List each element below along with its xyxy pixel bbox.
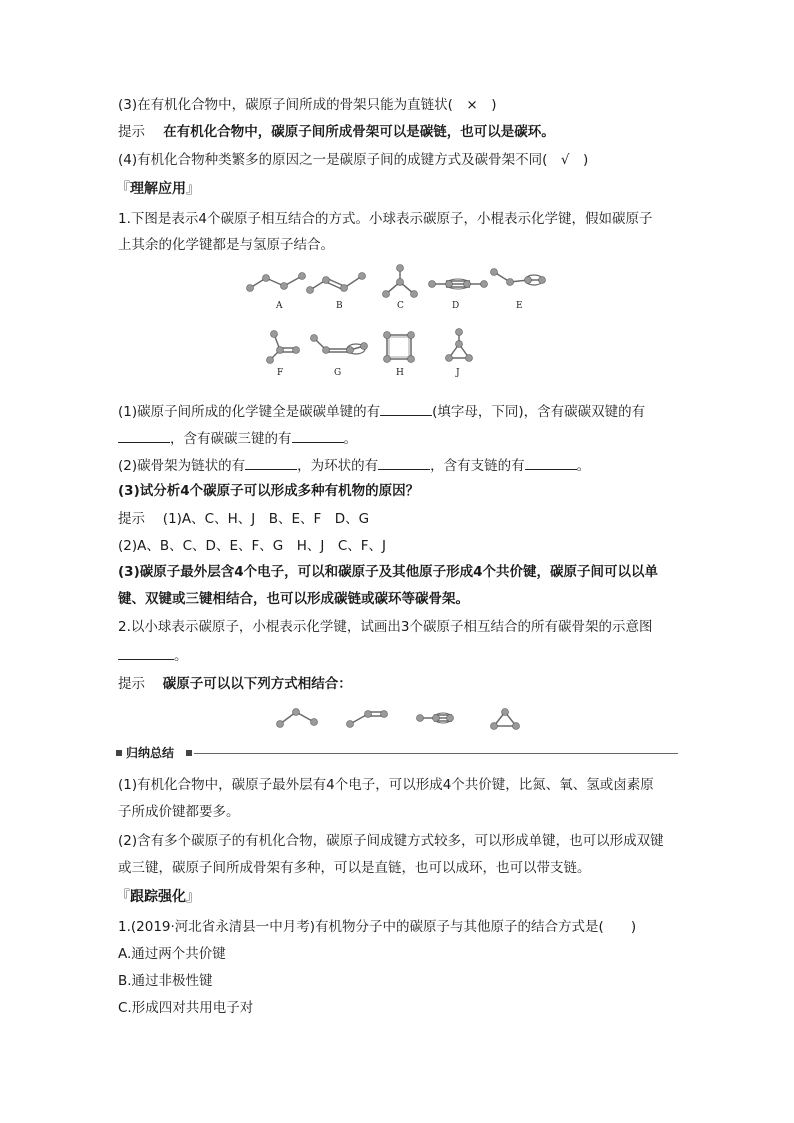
skeleton-ring [490,708,520,730]
tip-label: 提示 [118,676,145,692]
molecule-label: J [456,368,460,378]
summary-p1-line2: 子所成价键都要多。 [118,804,240,820]
molecule-H [382,330,416,364]
molecule-G [310,334,370,360]
statement-4: (4)有机化合物种类繁多的原因之一是碳原子间的成键方式及碳骨架不同( √ ) [118,152,589,168]
molecule-D [428,274,488,294]
molecule-J [444,328,474,364]
section-title-follow: 『跟踪强化』 [116,889,200,905]
q1-sub2: (2)碳骨架为链状的有 ，为环状的有 ，含有支链的有 。 [118,455,590,475]
molecule-label: C [397,301,404,311]
summary-p2-line1: (2)含有多个碳原子的有机化合物，碳原子间成键方式较多，可以形成单键，也可以形成双键 [118,833,664,849]
q1-line2: 上其余的化学键都是与氢原子结合。 [118,237,334,253]
follow-q1: 1.(2019·河北省永清县一中月考)有机物分子中的碳原子与其他原子的结合方式是( ) [118,919,637,935]
tip-label: 提示 [118,124,145,140]
tip-text: 在有机化合物中，碳原子间所成骨架可以是碳链，也可以是碳环。 [163,124,555,140]
answer-blank[interactable] [378,455,430,470]
summary-header [116,745,678,761]
q1-sub1-line1: (1)碳原子间所成的化学键全是碳碳单键的有 (填字母，下同)，含有碳碳双键的有 [118,401,645,421]
q1-sub3: (3)试分析4个碳原子可以形成多种有机物的原因？ [118,483,420,499]
answer-3-line2: 键、双键或三键相结合，也可以形成碳链或碳环等碳骨架。 [118,591,469,607]
answer-1: 提示 (1)A、C、H、J B、E、F D、G [118,511,370,527]
molecule-B [306,268,368,298]
answer-blank[interactable] [525,455,577,470]
molecule-A [246,268,308,298]
q2-line2: 。 [118,645,188,665]
answer-blank[interactable] [118,645,174,660]
square-bullet-icon [116,750,122,756]
tip-label: 提示 [118,511,145,527]
divider [194,753,678,754]
statement-3-tip [118,123,555,141]
molecule-label: H [396,368,404,378]
q1-line1: 1.下图是表示4个碳原子相互结合的方式。小球表示碳原子，小棍表示化学键，假如碳原子 [118,211,653,227]
option-b[interactable]: B.通过非极性键 [118,973,213,989]
molecule-E [490,266,552,296]
answer-blank[interactable] [245,455,297,470]
answer-blank[interactable] [292,428,344,443]
summary-p1-line1: (1)有机化合物中，碳原子最外层有4个电子，可以形成4个共价键，比氮、氧、氢或卤素原 [118,777,654,793]
answer-3-line1: (3)碳原子最外层含4个电子，可以和碳原子及其他原子形成4个共价键，碳原子间可以以单 [118,564,659,580]
answer-2: (2)A、B、C、D、E、F、G H、J C、F、J [118,538,387,554]
molecule-label: A [276,301,283,311]
molecule-C [380,264,420,300]
molecule-F [264,330,304,364]
q1-sub1-line2: ，含有碳碳三键的有 。 [118,428,357,448]
option-c[interactable]: C.形成四对共用电子对 [118,1000,254,1016]
skeleton-double-bond [346,706,390,730]
q2-line1: 2.以小球表示碳原子，小棍表示化学键，试画出3个碳原子相互结合的所有碳骨架的示意图 [118,619,653,635]
molecule-label: B [336,301,343,311]
section-title-apply: 『理解应用』 [116,181,200,197]
summary-p2-line2: 或三键，碳原子间所成骨架有多种，可以是直链，也可以成环，也可以带支链。 [118,860,591,876]
statement-3: (3)在有机化合物中，碳原子间所成的骨架只能为直链状( × ) [118,97,497,113]
answer-blank[interactable] [380,401,432,416]
molecule-label: E [516,301,523,311]
option-a[interactable]: A.通过两个共价键 [118,946,226,962]
answer-blank[interactable] [118,428,170,443]
square-bullet-icon [186,750,192,756]
molecule-label: F [277,368,284,378]
skeleton-triple-bond [416,710,460,726]
summary-title: 归纳总结 [126,746,175,760]
molecule-label: G [334,368,342,378]
skeleton-chain [276,706,320,730]
molecule-label: D [452,301,460,311]
q2-tip: 提示 碳原子可以以下列方式相结合： [118,676,352,692]
